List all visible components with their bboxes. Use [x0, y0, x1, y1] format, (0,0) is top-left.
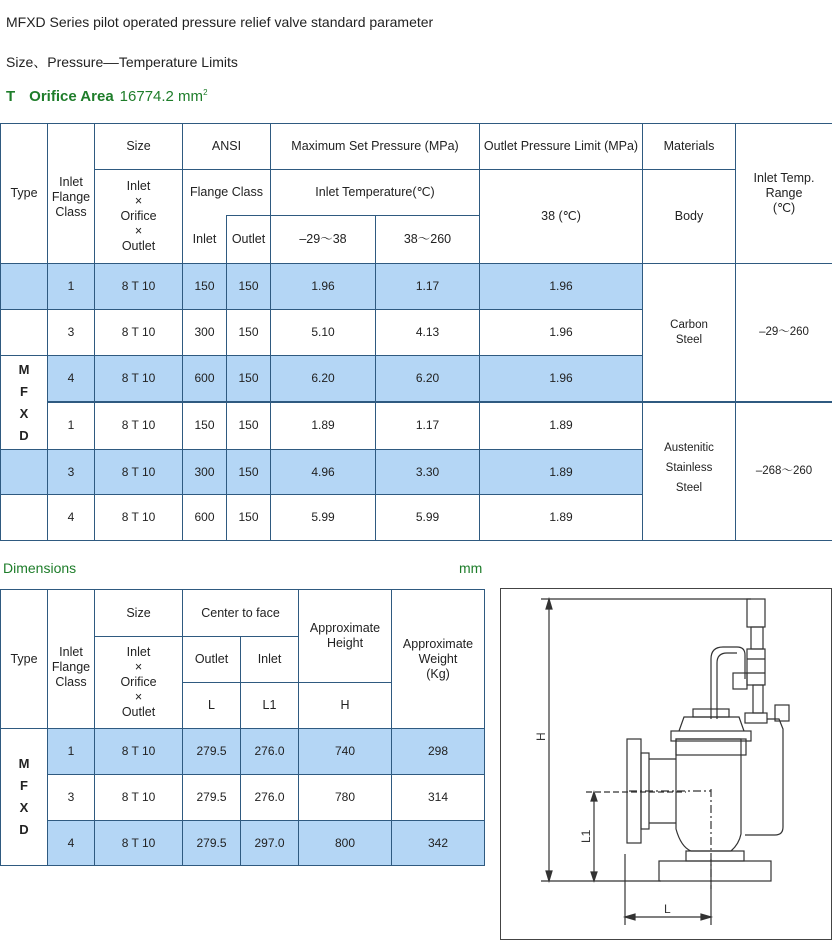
type-letter: D [1, 819, 47, 841]
cell-size: 8 T 10 [95, 356, 183, 402]
dim-cell-L1: 276.0 [241, 729, 299, 775]
table-row [1, 775, 485, 821]
header-flange-class: Flange Class [183, 170, 271, 216]
cell-ansi-out: 150 [227, 310, 271, 356]
cell-outlet: 1.96 [480, 310, 643, 356]
material-line: Steel [643, 478, 735, 498]
cell-p2: 1.17 [376, 402, 480, 450]
size-sub-line: Orifice [95, 209, 182, 224]
dim-header-size-sub [95, 637, 183, 729]
table-row [1, 264, 832, 310]
dim-cell-W: 342 [392, 821, 485, 866]
cell-class: 1 [48, 264, 95, 310]
cell-ansi-out: 150 [227, 264, 271, 310]
material-line: Carbon [643, 318, 735, 333]
temp-range-carbon: –29～260 [736, 264, 832, 402]
header-size: Size [95, 124, 183, 170]
orifice-letter: T [6, 88, 15, 105]
cell-ansi-in: 300 [183, 310, 227, 356]
inlet-temp-range-line: (℃) [736, 201, 832, 216]
cell-ansi-out: 150 [227, 356, 271, 402]
dim-cell-H: 780 [299, 775, 392, 821]
cell-class: 1 [48, 402, 95, 450]
dim-cell-H: 800 [299, 821, 392, 866]
dim-header-L1: L1 [241, 683, 299, 729]
dim-cell-size: 8 T 10 [95, 775, 183, 821]
cell-p1: 1.89 [271, 402, 376, 450]
header-ansi-inlet: Inlet [183, 216, 227, 264]
table-row [1, 821, 485, 866]
material-line: Stainless [643, 458, 735, 478]
type-cell [1, 264, 48, 310]
cell-size: 8 T 10 [95, 402, 183, 450]
type-letter: M [1, 359, 47, 381]
dim-header-inlet: Inlet [241, 637, 299, 683]
orifice-value: 16774.2 mm [120, 88, 203, 105]
cell-class: 4 [48, 356, 95, 402]
dim-cell-L: 279.5 [183, 775, 241, 821]
header-ansi-outlet: Outlet [227, 216, 271, 264]
dim-cell-W: 314 [392, 775, 485, 821]
dim-header-outlet: Outlet [183, 637, 241, 683]
dim-cell-L1: 276.0 [241, 775, 299, 821]
dim-cell-W: 298 [392, 729, 485, 775]
header-max-set-pressure: Maximum Set Pressure (MPa) [271, 124, 480, 170]
drawing-label-L1: L1 [579, 829, 593, 843]
size-sub-line: Orifice [95, 675, 182, 690]
cell-p1: 6.20 [271, 356, 376, 402]
cell-outlet: 1.89 [480, 402, 643, 450]
size-sub-line: × [95, 690, 182, 705]
type-letter: M [1, 753, 47, 775]
header-size-sub [95, 170, 183, 264]
inlet-temp-range-line: Range [736, 186, 832, 201]
dim-cell-L: 279.5 [183, 821, 241, 866]
dim-cell-class: 3 [48, 775, 95, 821]
dimensions-table [0, 589, 485, 866]
header-inlet-temperature: Inlet Temperature(℃) [271, 170, 480, 216]
header-type: Type [1, 124, 48, 264]
dim-header-approx-height: Approximate Height [299, 590, 392, 683]
cell-ansi-out: 150 [227, 450, 271, 495]
type-letter: X [1, 797, 47, 819]
cell-p2: 5.99 [376, 495, 480, 541]
material-line: Steel [643, 333, 735, 348]
pressure-temperature-table [0, 123, 832, 541]
cell-class: 4 [48, 495, 95, 541]
cell-ansi-in: 600 [183, 495, 227, 541]
header-temp-2: 38～260 [376, 216, 480, 264]
weight-line: Weight [392, 652, 484, 667]
size-sub-line: Inlet [95, 179, 182, 194]
header-inlet-temp-range [736, 124, 832, 264]
page-subtitle: Size、Pressure––Temperature Limits [6, 52, 238, 72]
inlet-temp-range-line: Inlet Temp. [736, 171, 832, 186]
size-sub-line: Outlet [95, 705, 182, 720]
page-title: MFXD Series pilot operated pressure relief valve standard parameter [6, 14, 433, 30]
cell-p2: 3.30 [376, 450, 480, 495]
cell-ansi-out: 150 [227, 495, 271, 541]
size-sub-line: Inlet [95, 645, 182, 660]
type-cell [1, 310, 48, 356]
orifice-area [6, 88, 208, 105]
header-outlet-pressure-limit: Outlet Pressure Limit (MPa) [480, 124, 643, 170]
valve-drawing [500, 588, 832, 940]
type-letter: X [1, 403, 47, 425]
cell-size: 8 T 10 [95, 264, 183, 310]
cell-size: 8 T 10 [95, 495, 183, 541]
cell-p2: 6.20 [376, 356, 480, 402]
dim-header-L: L [183, 683, 241, 729]
size-sub-line: Outlet [95, 239, 182, 254]
weight-line: (Kg) [392, 667, 484, 682]
dim-cell-size: 8 T 10 [95, 821, 183, 866]
type-letter: D [1, 425, 47, 447]
type-letter: F [1, 381, 47, 403]
dim-header-approx-weight [392, 590, 485, 729]
cell-ansi-out: 150 [227, 402, 271, 450]
dim-header-center-to-face: Center to face [183, 590, 299, 637]
cell-p1: 1.96 [271, 264, 376, 310]
size-sub-line: × [95, 660, 182, 675]
dim-cell-L1: 297.0 [241, 821, 299, 866]
cell-outlet: 1.89 [480, 450, 643, 495]
dim-header-H: H [299, 683, 392, 729]
drawing-label-L: L [664, 902, 671, 916]
cell-size: 8 T 10 [95, 310, 183, 356]
dim-cell-class: 4 [48, 821, 95, 866]
table-row [1, 729, 485, 775]
size-sub-line: × [95, 194, 182, 209]
cell-p1: 4.96 [271, 450, 376, 495]
dim-header-type: Type [1, 590, 48, 729]
type-letter: F [1, 775, 47, 797]
orifice-sup: 2 [203, 88, 207, 97]
cell-ansi-in: 150 [183, 264, 227, 310]
header-temp-1: –29～38 [271, 216, 376, 264]
material-line: Austenitic [643, 438, 735, 458]
dimensions-unit: mm [459, 560, 482, 576]
dim-type-letters [1, 729, 48, 866]
material-carbon-steel [643, 264, 736, 402]
table-row [1, 402, 832, 450]
cell-class: 3 [48, 310, 95, 356]
dim-cell-class: 1 [48, 729, 95, 775]
header-body: Body [643, 170, 736, 264]
dim-cell-size: 8 T 10 [95, 729, 183, 775]
header-ansi: ANSI [183, 124, 271, 170]
size-sub-line: × [95, 224, 182, 239]
cell-ansi-in: 600 [183, 356, 227, 402]
cell-p2: 1.17 [376, 264, 480, 310]
type-cell [1, 450, 48, 495]
temp-range-stainless: –268～260 [736, 402, 832, 541]
cell-outlet: 1.96 [480, 356, 643, 402]
valve-drawing-svg [501, 589, 831, 939]
material-stainless-steel [643, 402, 736, 541]
dim-cell-L: 279.5 [183, 729, 241, 775]
cell-p1: 5.99 [271, 495, 376, 541]
header-outlet-temp: 38 (℃) [480, 170, 643, 264]
drawing-label-H: H [534, 732, 548, 741]
type-cell [1, 495, 48, 541]
cell-ansi-in: 300 [183, 450, 227, 495]
cell-size: 8 T 10 [95, 450, 183, 495]
cell-class: 3 [48, 450, 95, 495]
cell-outlet: 1.96 [480, 264, 643, 310]
cell-ansi-in: 150 [183, 402, 227, 450]
weight-line: Approximate [392, 637, 484, 652]
type-letters [1, 356, 48, 450]
cell-p1: 5.10 [271, 310, 376, 356]
dimensions-title: Dimensions [3, 560, 76, 576]
header-materials: Materials [643, 124, 736, 170]
cell-outlet: 1.89 [480, 495, 643, 541]
orifice-label: Orifice Area [29, 88, 114, 105]
header-inlet-flange-class: Inlet Flange Class [48, 124, 95, 264]
dim-header-inlet-flange-class: Inlet Flange Class [48, 590, 95, 729]
dim-cell-H: 740 [299, 729, 392, 775]
dim-header-size: Size [95, 590, 183, 637]
cell-p2: 4.13 [376, 310, 480, 356]
